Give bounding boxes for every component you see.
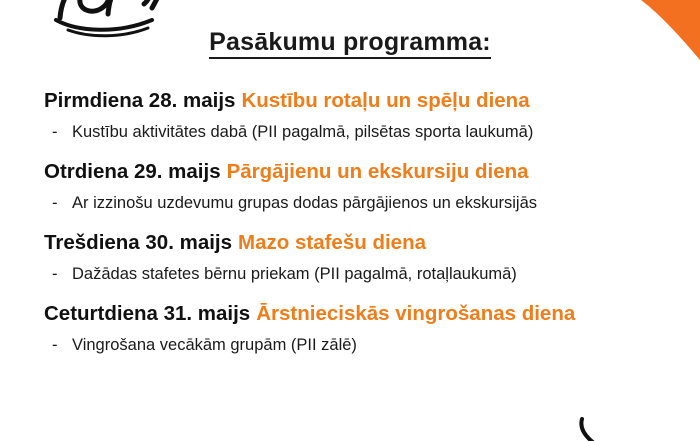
program-entry-heading: [44, 228, 680, 258]
bullet-dash: -: [52, 336, 58, 354]
program-entry-detail: [44, 262, 680, 286]
program-entry-day: Otrdiena 29. maijs: [44, 160, 221, 183]
program-entry-detail: [44, 191, 680, 215]
program-entry-detail: [44, 120, 680, 144]
program-entry-heading: [44, 157, 680, 187]
program-entry-topic: Mazo stafešu diena: [238, 231, 426, 254]
page-title: [0, 28, 700, 57]
program-entry: [44, 157, 680, 215]
program-entry-topic: Pārgājienu un ekskursiju diena: [226, 160, 529, 183]
program-entry-detail-text: Dažādas stafetes bērnu priekam (PII pagalmā, rotaļlaukumā): [72, 265, 517, 283]
program-entry-topic: Kustību rotaļu un spēļu diena: [241, 89, 530, 112]
bottom-swoosh-decoration: [520, 399, 630, 441]
program-entry-topic: Ārstnieciskās vingrošanas diena: [256, 302, 576, 325]
bullet-dash: -: [52, 265, 58, 283]
program-entry: [44, 299, 680, 357]
bullet-dash: -: [52, 194, 58, 212]
program-entry-heading: [44, 86, 680, 116]
program-entry-detail-text: Vingrošana vecākām grupām (PII zālē): [72, 336, 357, 354]
program-entry-day: Trešdiena 30. maijs: [44, 231, 233, 254]
program-entry-day: Ceturtdiena 31. maijs: [44, 302, 251, 325]
program-list: [44, 86, 680, 370]
program-entry-detail-text: Kustību aktivitātes dabā (PII pagalmā, pilsētas sporta laukumā): [72, 123, 534, 141]
program-entry: [44, 86, 680, 144]
program-entry-day: Pirmdiena 28. maijs: [44, 89, 236, 112]
bullet-dash: -: [52, 123, 58, 141]
program-entry-detail: [44, 333, 680, 357]
page-title-text: Pasākumu programma:: [209, 28, 491, 59]
program-entry-heading: [44, 299, 680, 329]
program-entry-detail-text: Ar izzinošu uzdevumu grupas dodas pārgājienos un ekskursijās: [72, 194, 538, 212]
program-entry: [44, 228, 680, 286]
